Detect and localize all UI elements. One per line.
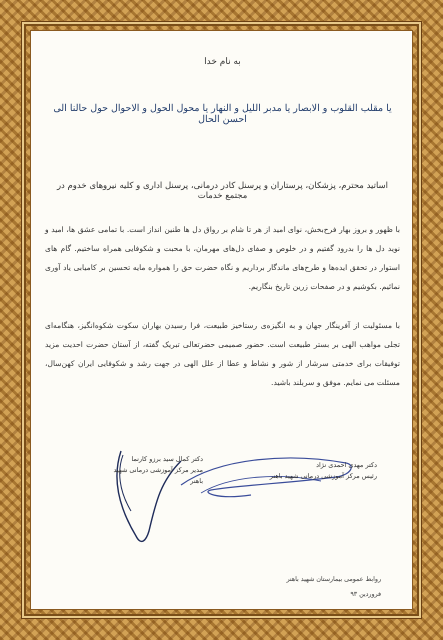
footer-department: روابط عمومی بیمارستان شهید باهنر <box>286 576 381 583</box>
certificate-paper <box>30 30 413 610</box>
bismillah-heading: به نام خدا <box>204 57 241 67</box>
paragraph-1: با ظهور و بروز بهار فرح‌بخش، نوای امید از هر تا شام بر رواق دل ها طنین انداز است. با تمامی عشق ها، امید و نوید دل ها را بدرود گفتیم و در خلوص و صفای دل‌های مهرمان، با محبت و شکوفایی همراه ساختیم. گام های استوار در تحقق ایده‌ها و طرح‌های ماندگار برداریم و نگاه حضرت حق را همواره مایه تحسین بر کامیابی یاد آوری نمائیم. بکوشیم و در صفحات زرین تاریخ بنگاریم. <box>45 225 400 291</box>
signer-right-title: رئیس مرکز آموزشی درمانی شهید باهنر <box>269 472 377 480</box>
signer-left-name: دکتر کمال سید برزو کارنما <box>131 455 203 463</box>
paragraph-2: با مسئولیت از آفرینگار جهان و به انگیزه‌ی رستاخیز طبیعت، فرا رسیدن بهاران سکوت شکوه‌انگیز، هنگامه‌ای تجلی مواهب الهی بر بستر طبیعت است. حضور صمیمی حضرتعالی تبریک گفته، از آستان حضرت احدیت مزید توفیقات برای خدمتی سرشار از شور و نشاط و عطا از علل الهی در جهت رشد و شکوفایی ایران کهن‌سال، مسئلت می نمایم. موفق و سربلند باشید. <box>45 321 400 387</box>
addressee-line: اساتید محترم، پزشکان، پرستاران و پرسنل کادر درمانی، پرسنل اداری و کلیه نیروهای خدوم در مجتمع خدمات <box>56 181 389 201</box>
invocation-line: یا مقلب القلوب و الابصار یا مدبر اللیل و النهار یا محول الحول و الاحوال حول حالنا الی احسن الحال <box>53 103 392 125</box>
signer-left-title: مدیر مرکز آموزشی درمانی شهید باهنر <box>113 466 203 485</box>
signature-left <box>103 454 203 487</box>
signer-right-name: دکتر مهدی احمدی نژاد <box>316 461 377 469</box>
signature-right <box>217 460 377 482</box>
footer-date: فروردین ۹۳ <box>350 591 381 598</box>
